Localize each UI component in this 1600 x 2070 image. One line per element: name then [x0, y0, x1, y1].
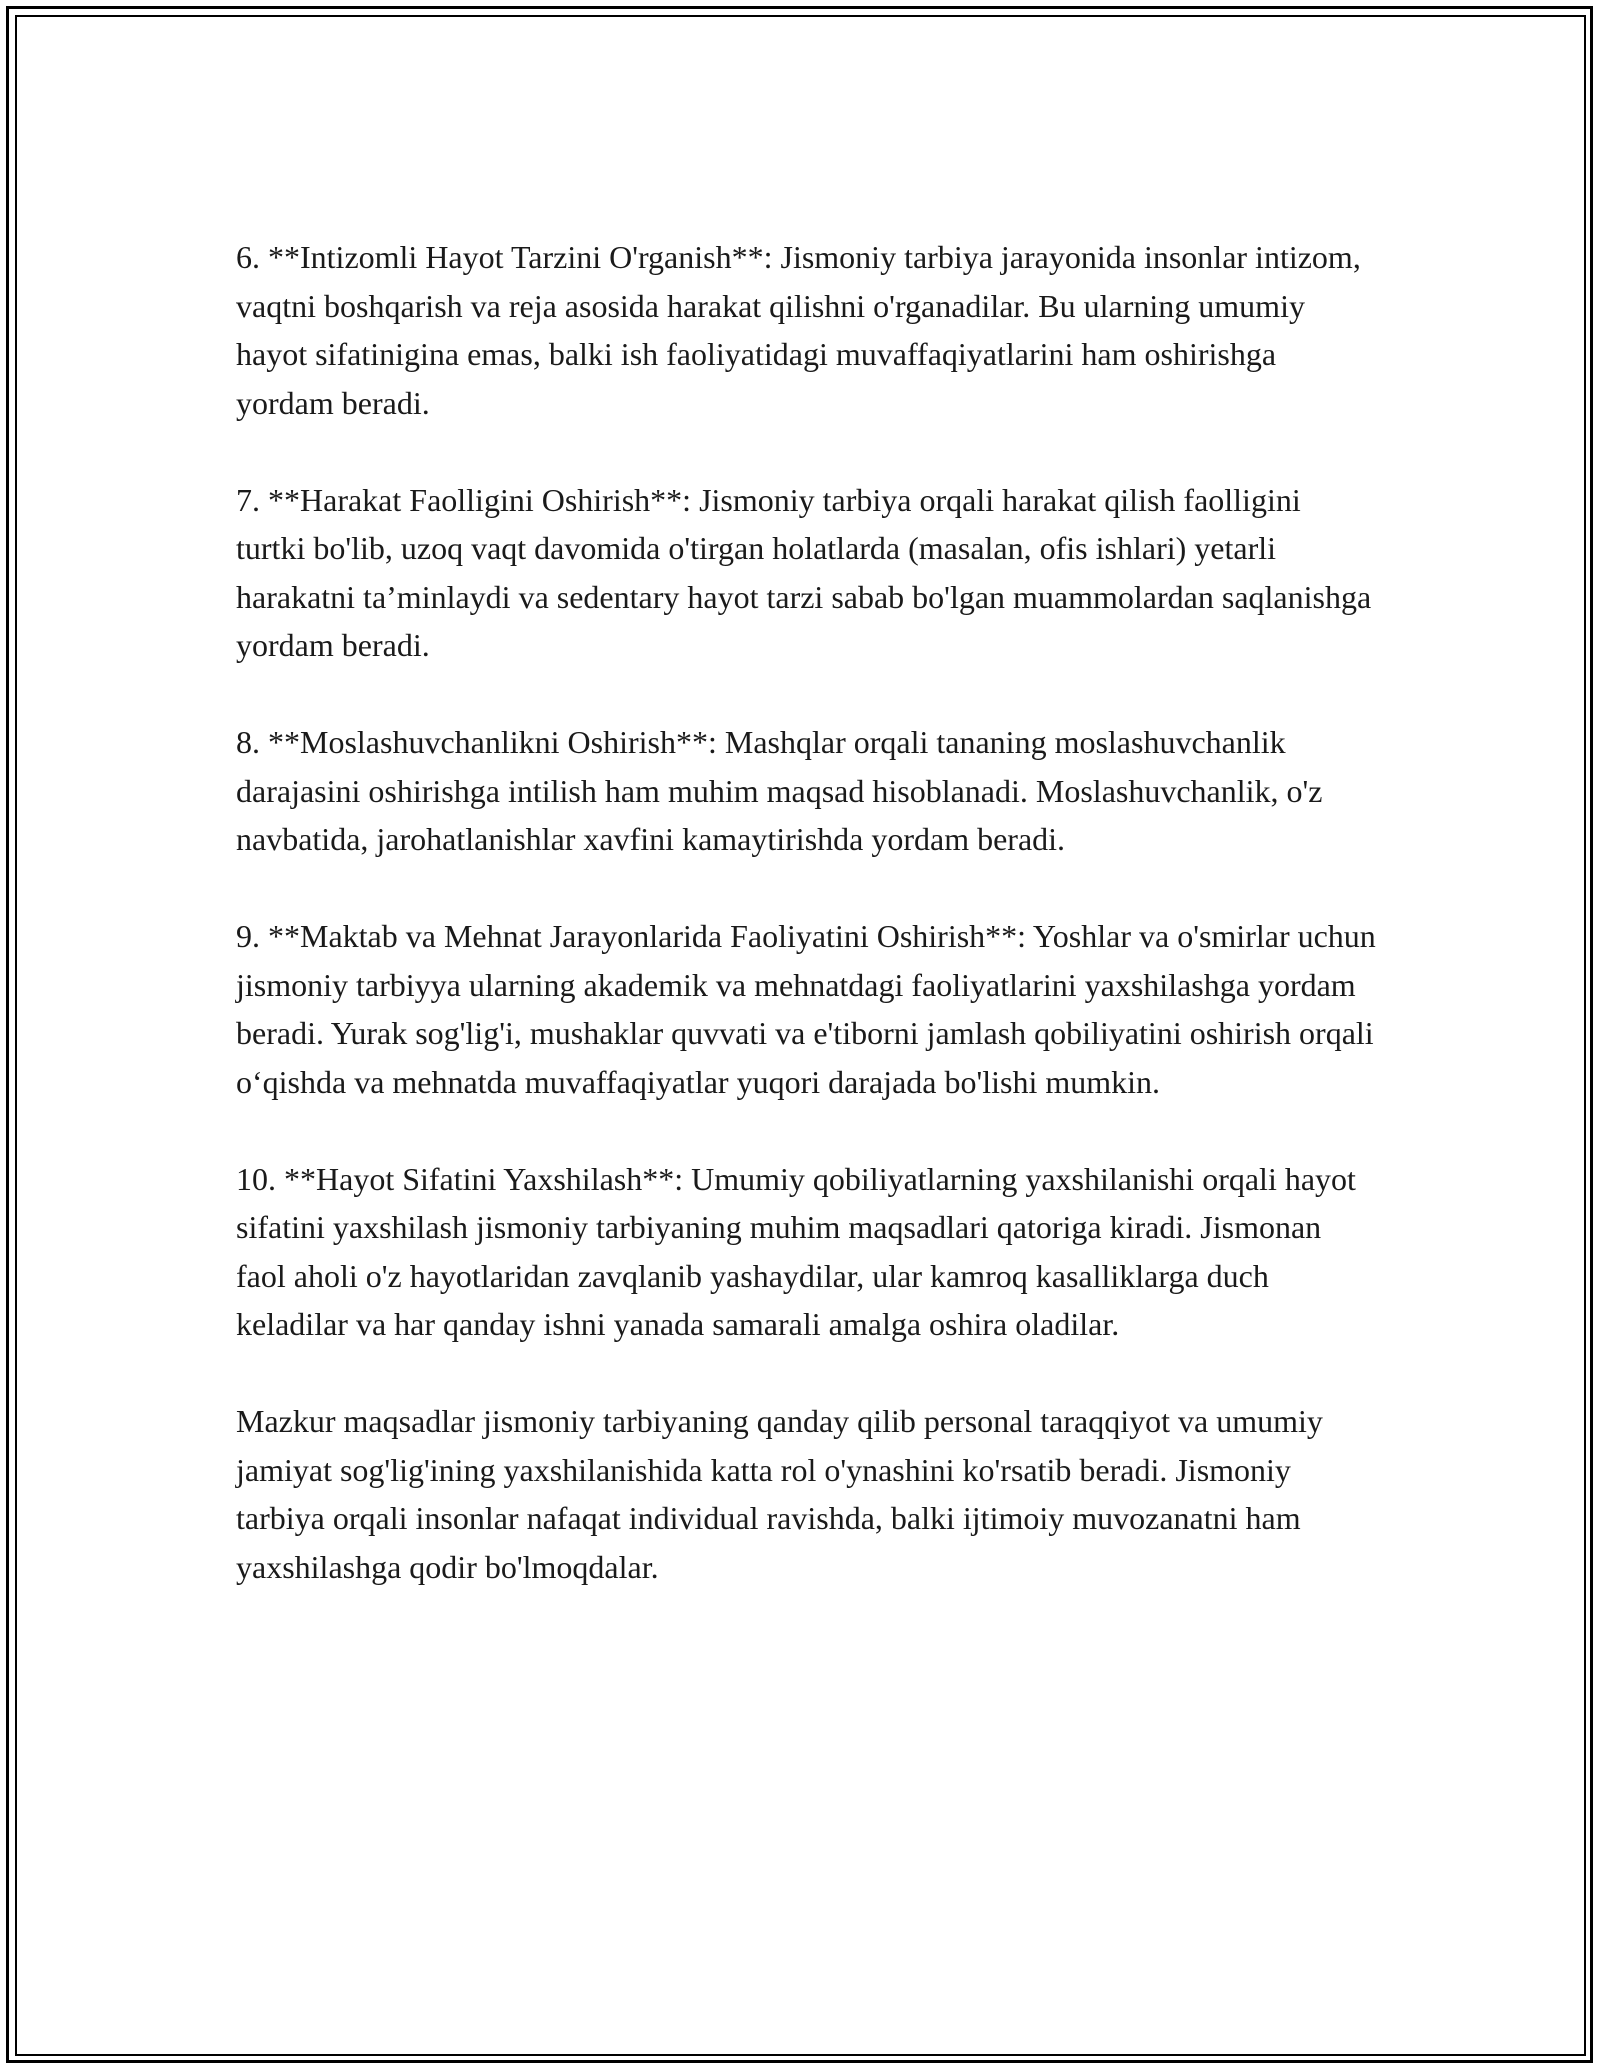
paragraph-item-7: 7. **Harakat Faolligini Oshirish**: Jismoniy tarbiya orqali harakat qilish faolligini turtki bo'lib, uzoq vaqt davomida o'tirgan holatlarda (masalan, ofis ishlari) yetarli harakatni ta’minlaydi va sedentary hayot tarzi sabab bo'lgan muammolardan saqlanishga yordam beradi.: [236, 481, 1372, 663]
paragraph-item-9: 9. **Maktab va Mehnat Jarayonlarida Faoliyatini Oshirish**: Yoshlar va o'smirlar uchun jismoniy tarbiyya ularning akademik va mehnatdagi faoliyatlarini yaxshilashga yordam beradi. Yurak sog'lig'i, mushaklar quvvati va e'tiborni jamlash qobiliyatini oshirish orqali o‘qishda va mehnatda muvaffaqiyatlar yuqori darajada bo'lishi mumkin.: [236, 918, 1376, 1100]
paragraph-conclusion: Mazkur maqsadlar jismoniy tarbiyaning qanday qilib personal taraqqiyot va umumiy jamiyat sog'lig'ining yaxshilanishida katta rol o'ynashini ko'rsatib beradi. Jismoniy tarbiya orqali insonlar nafaqat individual ravishda, balki ijtimoiy muvozanatni ham yaxshilashga qodir bo'lmoqdalar.: [236, 1403, 1323, 1585]
paragraph-item-8: 8. **Moslashuvchanlikni Oshirish**: Mashqlar orqali tananing moslashuvchanlik darajasini oshirishga intilish ham muhim maqsad hisoblanadi. Moslashuvchanlik, o'z navbatida, jarohatlanishlar xavfini kamaytirishda yordam beradi.: [236, 724, 1323, 857]
paragraph-item-10: 10. **Hayot Sifatini Yaxshilash**: Umumiy qobiliyatlarning yaxshilanishi orqali hayot sifatini yaxshilash jismoniy tarbiyaning muhim maqsadlari qatoriga kiradi. Jismonan faol aholi o'z hayotlaridan zavqlanib yashaydilar, ular kamroq kasalliklarga duch keladilar va har qanday ishni yanada samarali amalga oshira oladilar.: [236, 1160, 1356, 1342]
document-body: [236, 233, 1376, 1591]
paragraph-item-6: 6. **Intizomli Hayot Tarzini O'rganish**: Jismoniy tarbiya jarayonida insonlar intizom, vaqtni boshqarish va reja asosida harakat qilishni o'rganadilar. Bu ularning umumiy hayot sifatinigina emas, balki ish faoliyatidagi muvaffaqiyatlarini ham oshirishga yordam beradi.: [236, 239, 1361, 421]
